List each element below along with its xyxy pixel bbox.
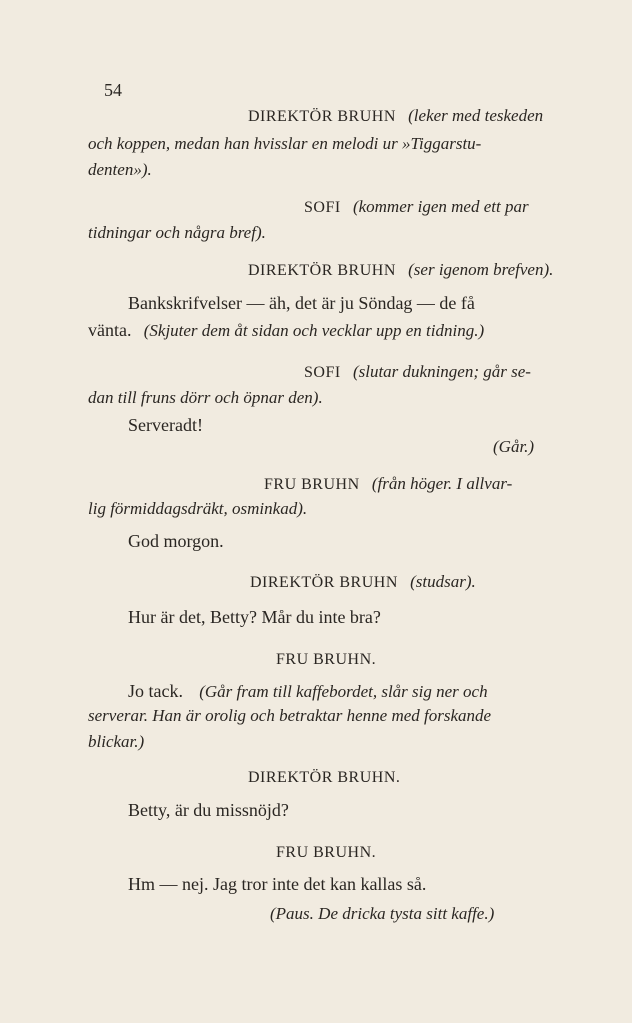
dialogue-text: vänta. [88, 320, 132, 340]
stage-direction: (studsar). [410, 572, 476, 591]
stage-direction: (Skjuter dem åt sidan och vecklar upp en tidning.) [143, 321, 485, 340]
stage-direction: (från höger. I allvar- [371, 474, 513, 493]
stage-direction: (Går.) [493, 437, 535, 456]
dialogue-line: Hur är det, Betty? Mår du inte bra? [128, 607, 381, 627]
dialogue-line: Serveradt! [128, 415, 203, 435]
speaker-name: FRU BRUHN [264, 476, 360, 493]
dialogue-line: Hm — nej. Jag tror inte det kan kallas så. [128, 874, 427, 894]
stage-direction: (kommer igen med ett par [352, 197, 529, 216]
speaker-name: DIREKTÖR BRUHN [250, 574, 398, 591]
speaker-name: FRU BRUHN. [276, 844, 377, 861]
dialogue-line [128, 681, 488, 702]
speaker-name: FRU BRUHN. [276, 651, 377, 668]
stage-direction: tidningar och några bref). [88, 223, 266, 242]
stage-direction-line [248, 260, 553, 281]
stage-direction: serverar. Han är orolig och betraktar henne med forskande [88, 706, 492, 725]
stage-direction-line [304, 197, 529, 218]
stage-direction: och koppen, medan han hvisslar en melodi ur »Tiggarstu- [88, 134, 482, 153]
speaker-name: DIREKTÖR BRUHN [248, 262, 396, 279]
stage-direction: blickar.) [88, 732, 145, 751]
stage-direction-line [304, 362, 531, 383]
stage-direction: (Går fram till kaffebordet, slår sig ner och [199, 682, 488, 701]
dialogue-line [88, 320, 484, 341]
stage-direction: dan till fruns dörr och öpnar den). [88, 388, 323, 407]
stage-direction: (slutar dukningen; går se- [352, 362, 531, 381]
stage-direction-line [264, 474, 512, 495]
stage-direction: denten»). [88, 160, 152, 179]
page-number: 54 [104, 80, 122, 100]
stage-direction-line [250, 572, 476, 593]
stage-direction: (leker med teskeden [408, 106, 544, 125]
stage-direction-line [248, 106, 543, 127]
speaker-name: DIREKTÖR BRUHN [248, 108, 396, 125]
dialogue-line: Bankskrifvelser — äh, det är ju Söndag — de få [128, 293, 475, 313]
speaker-name: DIREKTÖR BRUHN. [248, 769, 401, 786]
stage-direction: (Paus. De dricka tysta sitt kaffe.) [270, 904, 495, 923]
stage-direction: lig förmiddagsdräkt, osminkad). [88, 499, 308, 518]
speaker-name: SOFI [304, 199, 341, 216]
stage-direction: (ser igenom brefven). [408, 260, 554, 279]
dialogue-line: God morgon. [128, 531, 224, 551]
speaker-name: SOFI [304, 364, 341, 381]
dialogue-text: Jo tack. [128, 681, 183, 701]
dialogue-line: Betty, är du missnöjd? [128, 800, 289, 820]
